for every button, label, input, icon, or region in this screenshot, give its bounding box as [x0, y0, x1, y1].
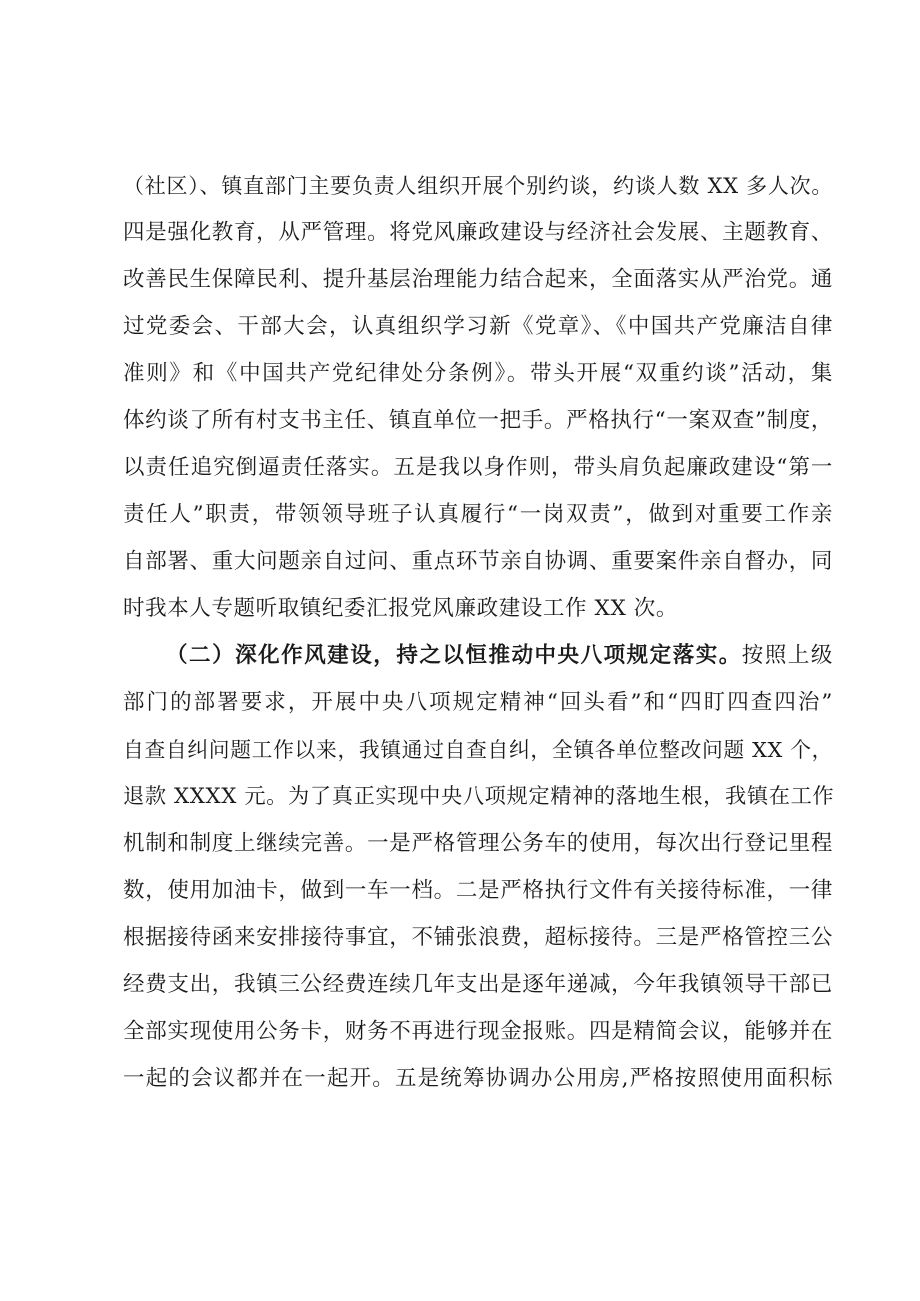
- paragraph-line: 体约谈了所有村支书主任、镇直单位一把手。严格执行“一案双查”制度，: [123, 408, 833, 433]
- paragraph-line: 以责任追究倒逼责任落实。五是我以身作则，带头肩负起廉政建设“第一: [123, 455, 833, 480]
- paragraph-line: 过党委会、干部大会，认真组织学习新《党章》、《中国共产党廉洁自律: [123, 314, 833, 339]
- paragraph-line: 全部实现使用公务卡，财务不再进行现金报账。四是精简会议，能够并在: [123, 1019, 833, 1044]
- section-heading-continuation: 按照上级: [741, 643, 833, 668]
- section-heading: （二）深化作风建设，持之以恒推动中央八项规定落实。: [166, 643, 742, 668]
- paragraph-line: 机制和制度上继续完善。一是严格管理公务车的使用，每次出行登记里程: [123, 831, 833, 856]
- paragraph-line: 根据接待函来安排接待事宜，不铺张浪费，超标接待。三是严格管控三公: [123, 925, 833, 950]
- paragraph-line: 一起的会议都并在一起开。五是统筹协调办公用房,严格按照使用面积标: [123, 1066, 833, 1091]
- paragraph-line: 自查自纠问题工作以来，我镇通过自查自纠，全镇各单位整改问题 XX 个，: [123, 738, 833, 762]
- paragraph-line: 准则》和《中国共产党纪律处分条例》。带头开展“双重约谈”活动，集: [123, 361, 833, 386]
- paragraph-line: 退款 XXXX 元。为了真正实现中央八项规定精神的落地生根，我镇在工作: [123, 784, 835, 809]
- paragraph-line: 数，使用加油卡，做到一车一档。二是严格执行文件有关接待标准，一律: [123, 878, 833, 903]
- paragraph-line: 责任人”职责，带领领导班子认真履行“一岗双责”，做到对重要工作亲: [123, 502, 833, 527]
- paragraph-line: 四是强化教育，从严管理。将党风廉政建设与经济社会发展、主题教育、: [123, 220, 833, 245]
- section-heading-line: [166, 636, 833, 676]
- paragraph-line: 自部署、重大问题亲自过问、重点环节亲自协调、重要案件亲自督办，同: [123, 549, 833, 574]
- paragraph-line: 经费支出，我镇三公经费连续几年支出是逐年递减，今年我镇领导干部已: [123, 972, 833, 997]
- paragraph-line: 部门的部署要求，开展中央八项规定精神“回头看”和“四盯四查四治”: [123, 690, 833, 715]
- paragraph-line: （社区）、镇直部门主要负责人组织开展个别约谈，约谈人数 XX 多人次。: [123, 174, 833, 198]
- paragraph-line: 改善民生保障民利、提升基层治理能力结合起来，全面落实从严治党。通: [123, 267, 833, 292]
- paragraph-line: 时我本人专题听取镇纪委汇报党风廉政建设工作 XX 次。: [123, 596, 678, 621]
